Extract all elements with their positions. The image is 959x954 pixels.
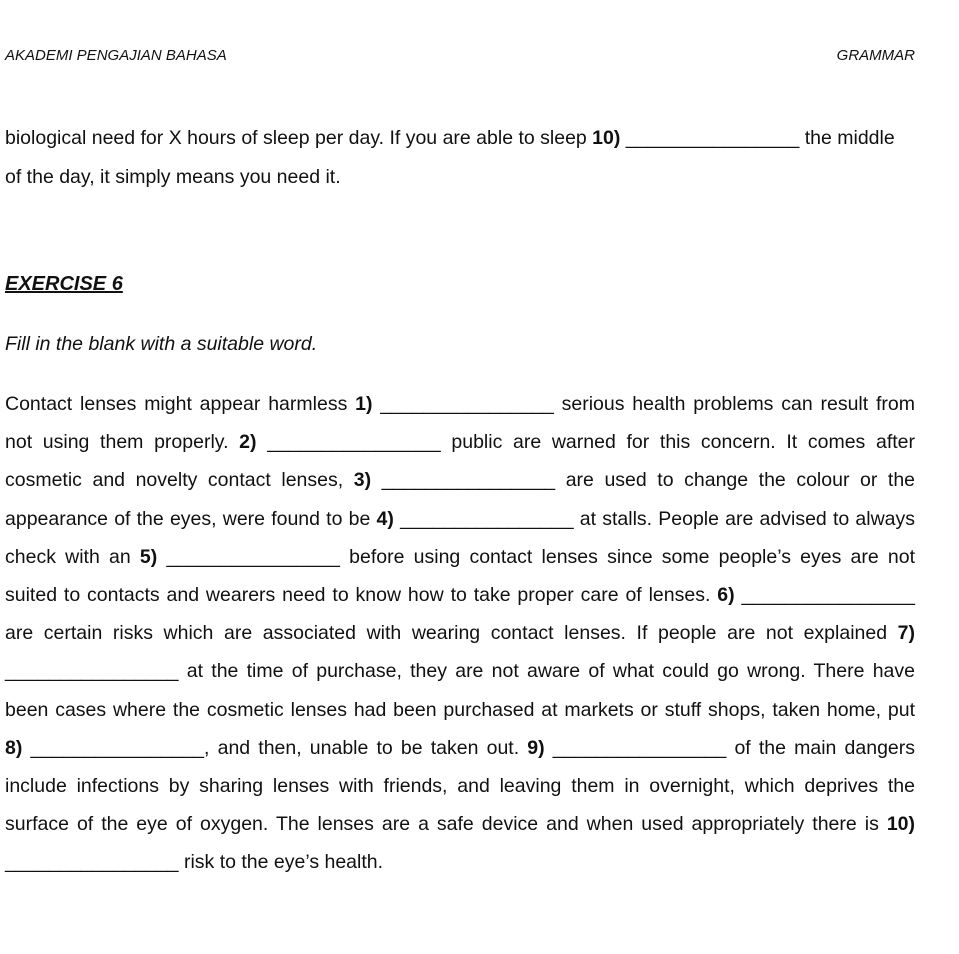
- passage-text: at stalls. People are advised to always check with an: [5, 507, 916, 568]
- blank-9[interactable]: ________________: [552, 736, 727, 759]
- blank-6[interactable]: ________________: [741, 584, 915, 607]
- blank-10[interactable]: ________________: [5, 851, 179, 874]
- blank-number-4: 4): [376, 507, 394, 530]
- blank-8[interactable]: ________________: [30, 736, 205, 759]
- blank-number-8: 8): [5, 736, 23, 759]
- intro-blank-number: 10): [592, 127, 621, 149]
- passage-text: , and then, unable to be taken out.: [204, 736, 528, 759]
- blank-number-9: 9): [527, 736, 545, 759]
- blank-1[interactable]: ________________: [380, 393, 554, 415]
- blank-3[interactable]: ________________: [381, 469, 556, 492]
- exercise-title: EXERCISE 6: [5, 273, 123, 295]
- passage-text: serious health problems can result from not using them properly.: [5, 393, 915, 454]
- passage-text: are certain risks which are associated with wearing contact lenses. If people are not explained: [5, 622, 898, 645]
- exercise-passage: [5, 385, 915, 882]
- blank-number-2: 2): [239, 431, 257, 454]
- passage-text: risk to the eye’s health.: [178, 851, 384, 874]
- header-left-title: AKADEMI PENGAJIAN BAHASA: [5, 47, 227, 64]
- blank-5[interactable]: ________________: [166, 545, 340, 568]
- intro-text-b: the middle of the day, it simply means you need it.: [5, 127, 895, 188]
- blank-4[interactable]: ________________: [400, 507, 574, 530]
- passage-text: public are warned for this concern. It comes after cosmetic and novelty contact lenses,: [5, 431, 915, 492]
- blank-7[interactable]: ________________: [5, 660, 179, 683]
- blank-number-3: 3): [353, 469, 372, 492]
- header-right-title: GRAMMAR: [836, 47, 915, 64]
- blank-number-1: 1): [355, 393, 373, 415]
- blank-number-10: 10): [886, 813, 915, 836]
- intro-text-a: biological need for X hours of sleep per day. If you are able to sleep: [5, 127, 593, 149]
- blank-number-6: 6): [717, 584, 735, 607]
- passage-text: Contact lenses might appear harmless: [5, 393, 356, 415]
- exercise-instruction: Fill in the blank with a suitable word.: [5, 333, 318, 355]
- intro-paragraph: [5, 119, 915, 196]
- intro-blank[interactable]: ________________: [620, 127, 800, 149]
- passage-text: at the time of purchase, they are not aware of what could go wrong. There have been cases where the cosmetic lenses had been purchased at markets or stuff shops, taken home, put: [5, 660, 915, 721]
- passage-text: of the main dangers include infections by sharing lenses with friends, and leaving them in overnight, which deprives the surface of the eye of oxygen. The lenses are a safe device and when used appropriately there is: [5, 736, 916, 836]
- blank-number-7: 7): [897, 622, 915, 645]
- blank-number-5: 5): [139, 545, 158, 568]
- passage-text: are used to change the colour or the appearance of the eyes, were found to be: [5, 469, 916, 530]
- passage-text: before using contact lenses since some people’s eyes are not suited to contacts and wearers need to know how to take proper care of lenses.: [5, 545, 916, 607]
- blank-2[interactable]: ________________: [267, 431, 441, 454]
